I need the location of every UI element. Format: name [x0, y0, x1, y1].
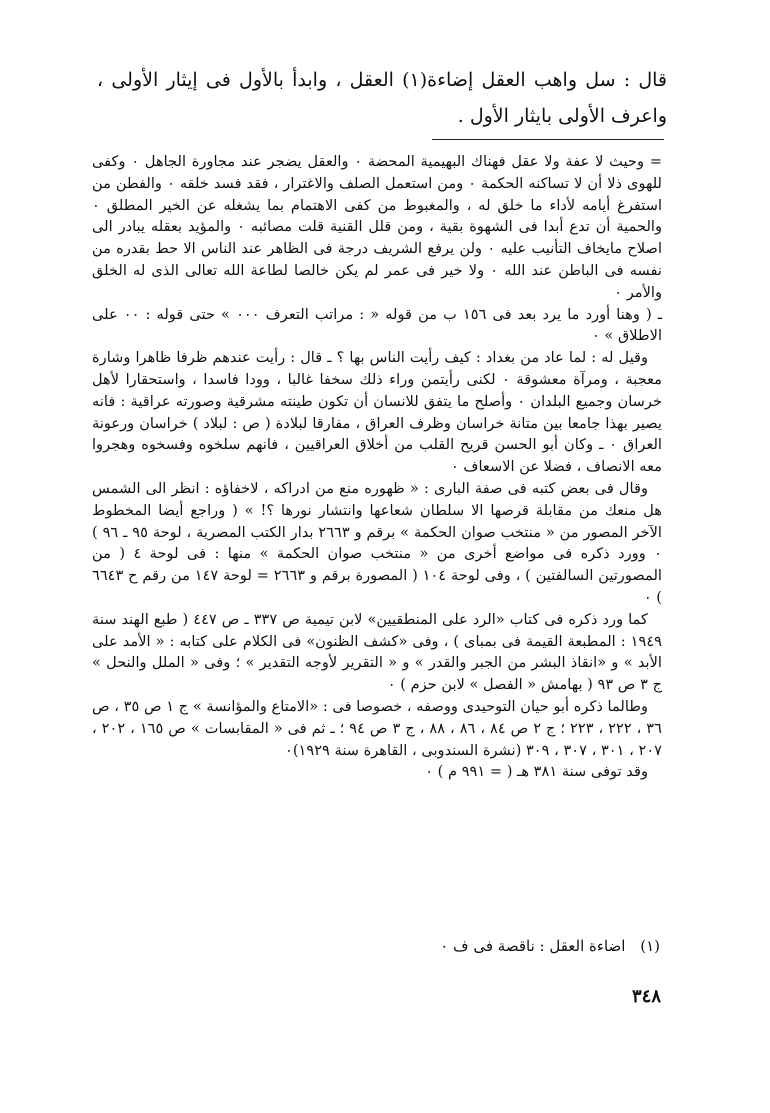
footnote [100, 935, 660, 957]
note-paragraph: وقد توفى سنة ٣٨١ هـ ( = ٩٩١ م ) ٠ [425, 763, 648, 781]
main-paragraph: قال : سل واهب العقل إضاءة(١) العقل ، وابدأ بالأول فى إيثار الأولى ، واعرف الأولى بايثار الأول . [97, 69, 667, 127]
note-paragraph: = وحيث لا عفة ولا عقل فهناك البهيمية المحضة ٠ والعقل يضجر عند مجاورة الجاهل ٠ وكفى للهوى ذلا أن لا تساكنه الحكمة ٠ ومن استعمل الصلف والاغترار ، فقد فسد خلقه ٠ والفطن من استفرغ أيامه لأداء ما خلق له ، والمغبوط من كفى الاهتمام بما يشغله عن الخير المطلق ٠ والحمية أن تدع أبدا فى الشهوة بقية ، ومن قلل القنية قلت مصائبه ٠ والمؤيد بعقله يبادر الى اصلاح مايخاف التأنيب عليه ٠ ولن يرفع الشريف درجة فى الظاهر عند الناس الا حط بقدره من نفسه فى الباطن عند الله ٠ ولا خير فى عمر لم يكن خالصا لطاعة الله تعالى الذى له الخلق والأمر ٠ [92, 153, 663, 301]
note-paragraph: ـ ( وهنا أورد ما يرد بعد فى ١٥٦ ب من قوله « : مراتب التعرف ٠٠٠ » حتى قوله : ٠٠ على الاطلاق » ٠ [92, 305, 662, 345]
footnote-divider [432, 139, 664, 140]
note-paragraph: كما ورد ذكره فى كتاب «الرد على المنطقيين» لابن تيمية ص ٣٣٧ ـ ص ٤٤٧ ( طبع الهند سنة ١٩٤٩ : المطبعة القيمة فى بمباى ) ، وفى «كشف الظنون» فى الكلام على كتابه : « الأمد على الأبد » و «انقاذ البشر من الجبر والقدر » و « التقرير لأوجه التقدير » ؛ وفى « الملل والنحل » ج ٣ ص ٩٣ ( بهامش « الفصل » لابن حزم ) ٠ [92, 610, 662, 694]
note-paragraph: وقال فى بعض كتبه فى صفة البارى : « ظهوره منع من ادراكه ، لاخفاؤه : انظر الى الشمس هل منعك من مقابلة قرصها الا سلطان شعاعها وانتشار نورها ؟! » ( وراجع أيضا المخطوط الآخر المصور من « منتخب صوان الحكمة » برقم و ٢٦٦٣ بدار الكتب المصرية ، لوحة ٩٥ ـ ٩٦ ) ٠ وورد ذكره فى مواضع أخرى من « منتخب صوان الحكمة » منها : فى لوحة ٤ ( من المصورتين السالفتين ) ، وفى لوحة ١٠٤ ( المصورة برقم و ٢٦٦٣ = لوحة ١٤٧ من رقم ح ٦٦٤٣ ) ٠ [92, 479, 663, 606]
footnote-text: اضاءة العقل : ناقصة فى ف ٠ [440, 937, 626, 955]
notes-block [92, 151, 662, 783]
note-paragraph: وطالما ذكره أبو حيان التوحيدى ووصفه ، خصوصا فى : «الامتاع والمؤانسة » ج ١ ص ٣٥ ، ص ٣٦ ، ٢٢٢ ، ٢٢٣ ؛ ج ٢ ص ٨٤ ، ٨٦ ، ٨٨ ، ج ٣ ص ٩٤ ؛ ـ ثم فى « المقابسات » ص ١٦٥ ، ٢٠٢ ، ٢٠٧ ، ٣٠١ ، ٣٠٧ ، ٣٠٩ (نشرة السندوبى ، القاهرة سنة ١٩٢٩)٠ [92, 697, 662, 759]
note-paragraph: وقيل له : لما عاد من بغداد : كيف رأيت الناس بها ؟ ـ قال : رأيت عندهم ظرفا ظاهرا وشارة معجبة ، ومرآة معشوقة ٠ لكنى رأيتمن وراء ذلك سخفا غالبا ، وودا فاسدا ، واستحقارا لأهل خرسان وجميع البلدان ٠ وأصلح ما يتفق للانسان أن تكون طينته مشرقية وصورته عراقية : فانه يصير بهذا جامعا بين متانة خراسان وظرف العراق ، مفارقا لبلادة ( ص : لبلاد ) خراسان ورعونة العراق ٠ ـ وكان أبو الحسن قريح القلب من أخلاق العراقيين ، فانهم سلخوه وفسخوه وهجروا معه الانصاف ، فضلا عن الاسعاف ٠ [92, 349, 662, 476]
page-number: ٣٤٨ [631, 986, 661, 1007]
footnote-mark: (١) [640, 937, 660, 955]
main-text [97, 62, 667, 134]
